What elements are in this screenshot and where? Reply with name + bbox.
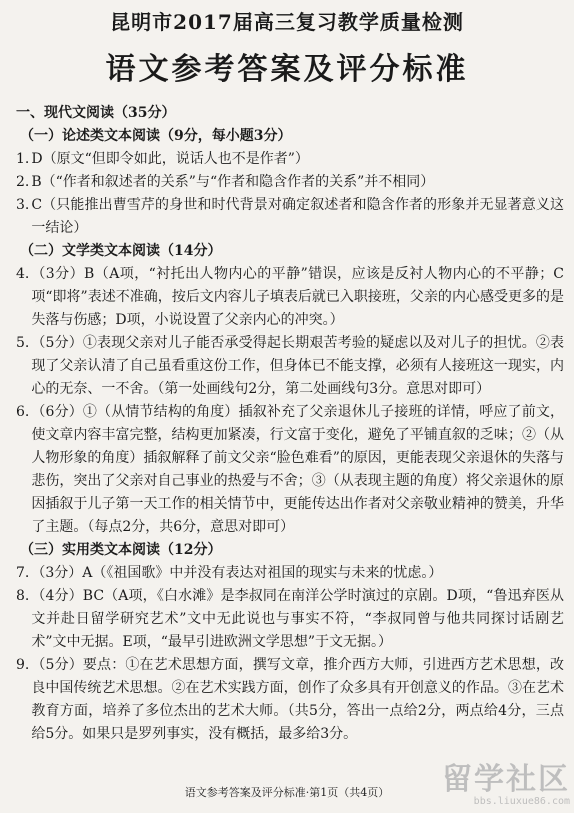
item-text: （6分）①（从情节结构的角度）插叙补充了父亲退休儿子接班的详情，呼应了前文，使文章内容丰富完整，结构更加紧凑，行文富于变化，避免了平铺直叙的乏味；②（从人物形象的角度）插叙解释了前文父亲“脸色难看”的原因，更能表现父亲退休的失落与悲伤，突出了父亲对自己事业的热爱与不舍；③（从表现主题的角度）将父亲退休的原因插叙于儿子第一天工作的相关情节中，更能传达出作者对父亲敬业精神的赞美，升华了主题。（每点2分，共6分，意思对即可） bbox=[31, 404, 564, 535]
item-number: 5. bbox=[16, 335, 30, 351]
item-number: 3. bbox=[16, 197, 30, 213]
subsection-heading-1: （一）论述类文本阅读（9分，每小题3分） bbox=[20, 128, 292, 144]
item-text: （3分）A（《祖国歌》中并没有表达对祖国的现实与未来的忧虑。） bbox=[31, 565, 443, 581]
answer-item-5 bbox=[16, 332, 564, 401]
item-number: 1. bbox=[16, 151, 30, 167]
answer-item-9 bbox=[16, 654, 564, 746]
exam-title: 昆明市2017届高三复习教学质量检测 bbox=[110, 10, 464, 34]
page-footer: 语文参考答案及评分标准·第1页（共4页） bbox=[184, 786, 390, 799]
item-text: （4分）BC（A项，《白水滩》是李叔同在南洋公学时演过的京剧。D项，“鲁迅弃医从文并赴日留学研究艺术”文中无此说也与事实不符，“李叔同曾与他共同探讨话剧艺术”文中无据。E项，“最早引进欧洲文学思想”于文无据。） bbox=[31, 588, 564, 650]
item-number: 8. bbox=[16, 588, 30, 604]
item-number: 2. bbox=[16, 174, 30, 190]
watermark bbox=[442, 764, 570, 807]
item-text: （5分）要点：①在艺术思想方面，撰写文章，推介西方大师，引进西方艺术思想，改良中国传统艺术思想。②在艺术实践方面，创作了众多具有开创意义的作品。③在艺术教育方面，培养了多位杰出的艺术大师。（共5分，答出一点给2分，两点给4分，三点给5分。如果只是罗列事实，没有概括，最多给3分。 bbox=[31, 657, 564, 742]
subsection-heading-3: （三）实用类文本阅读（12分） bbox=[20, 542, 222, 558]
section-heading: 一、现代文阅读（35分） bbox=[16, 105, 176, 121]
answer-item-3 bbox=[16, 194, 564, 240]
document-title: 语文参考答案及评分标准 bbox=[105, 52, 469, 87]
item-number: 6. bbox=[16, 404, 30, 420]
answer-item-4 bbox=[16, 263, 564, 332]
answer-item-7 bbox=[16, 562, 564, 585]
answer-item-6 bbox=[16, 401, 564, 539]
answer-item-2 bbox=[16, 171, 564, 194]
watermark-brand: 留学社区 bbox=[442, 762, 570, 797]
item-text: （3分）B（A项，“衬托出人物内心的平静”错误，应该是反衬人物内心的不平静；C项“即将”表述不准确，按后文内容儿子填表后就已入职接班，父亲的内心感受更多的是失落与伤感；D项，小说设置了父亲内心的冲突。） bbox=[31, 266, 564, 328]
item-text: D（原文“但即令如此，说话人也不是作者”） bbox=[31, 151, 309, 167]
subsection-heading-2: （二）文学类文本阅读（14分） bbox=[20, 243, 222, 259]
answer-content bbox=[16, 100, 564, 746]
watermark-url: bbs.liuxue86.com bbox=[473, 796, 570, 807]
item-number: 7. bbox=[16, 565, 30, 581]
item-number: 9. bbox=[16, 657, 30, 673]
answer-item-1 bbox=[16, 148, 564, 171]
item-text: B（“作者和叙述者的关系”与“作者和隐含作者的关系”并不相同） bbox=[31, 174, 435, 190]
item-text: （5分）①表现父亲对儿子能否承受得起长期艰苦考验的疑虑以及对儿子的担忧。②表现了父亲认清了自己虽看重这份工作，但身体已不能支撑，必须有人接班这一现实，内心的无奈、一不舍。（第一处画线句2分，第二处画线句3分。意思对即可） bbox=[31, 335, 564, 397]
item-text: C（只能推出曹雪芹的身世和时代背景对确定叙述者和隐含作者的形象并无显著意义这一结论） bbox=[31, 197, 564, 236]
item-number: 4. bbox=[16, 266, 30, 282]
answer-item-8 bbox=[16, 585, 564, 654]
